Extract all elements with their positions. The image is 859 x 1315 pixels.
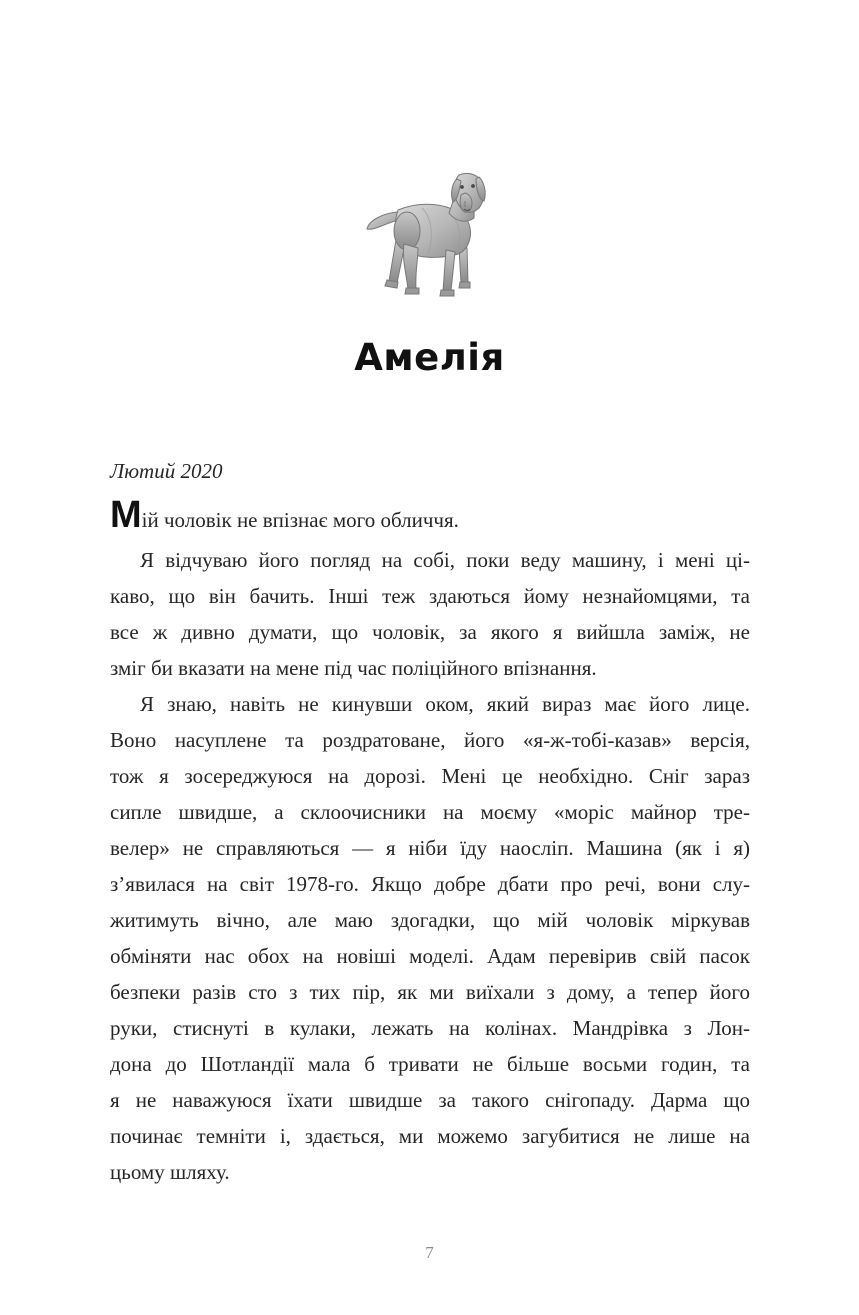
text-line: безпеки разів сто з тих пір, як ми виїхали з дому, а тепер його <box>110 980 750 1004</box>
text-line: зміг би вказати на мене під час поліційного впізнання. <box>110 656 597 680</box>
text-line: з’явилася на світ 1978-го. Якщо добре дбати про речі, вони слу- <box>110 872 750 896</box>
text-line: обміняти нас обох на новіші моделі. Адам перевірив свій пасок <box>110 944 750 968</box>
chapter-title: Амелія <box>354 336 505 379</box>
text-line: тож я зосереджуюся на дорозі. Мені це необхідно. Сніг зараз <box>110 764 750 788</box>
initial-cap: М <box>110 494 142 536</box>
paragraph-opening <box>110 494 750 538</box>
text-line: велер» не справляються — я ніби їду наосліп. Машина (як і я) <box>110 836 750 860</box>
text-line: дона до Шотландії мала б тривати не більше восьми годин, та <box>110 1052 750 1076</box>
page-number: 7 <box>425 1243 434 1262</box>
paragraph <box>110 542 750 686</box>
text-line: каво, що він бачить. Інші теж здаються йому незнайомцями, та <box>110 584 750 608</box>
text-line: житимуть вічно, але маю здогадки, що мій чоловік міркував <box>110 908 750 932</box>
body-text <box>110 494 750 1190</box>
dog-illustration <box>362 168 498 300</box>
text-line: Я знаю, навіть не кинувши оком, який вираз має його лице. <box>140 692 750 716</box>
text-line: Я відчуваю його погляд на собі, поки веду машину, і мені ці- <box>140 548 750 572</box>
text-line: цьому шляху. <box>110 1160 230 1184</box>
text-line: я не наважуюся їхати швидше за такого снігопаду. Дарма що <box>110 1088 750 1112</box>
chapter-illustration <box>0 168 859 300</box>
paragraph <box>110 686 750 1190</box>
text-line: починає темніти і, здається, ми можемо загубитися не лише на <box>110 1124 750 1148</box>
opening-text: ій чоловік не впізнає мого обличчя. <box>141 508 459 532</box>
text-line: руки, стиснуті в кулаки, лежать на колінах. Мандрівка з Лон- <box>110 1016 750 1040</box>
text-line: Воно насуплене та роздратоване, його «я-ж-тобі-казав» версія, <box>110 728 750 752</box>
date-heading: Лютий 2020 <box>110 459 223 483</box>
text-line: сипле швидше, а склоочисники на моєму «моріс майнор тре- <box>110 800 750 824</box>
text-line: все ж дивно думати, що чоловік, за якого я вийшла заміж, не <box>110 620 750 644</box>
